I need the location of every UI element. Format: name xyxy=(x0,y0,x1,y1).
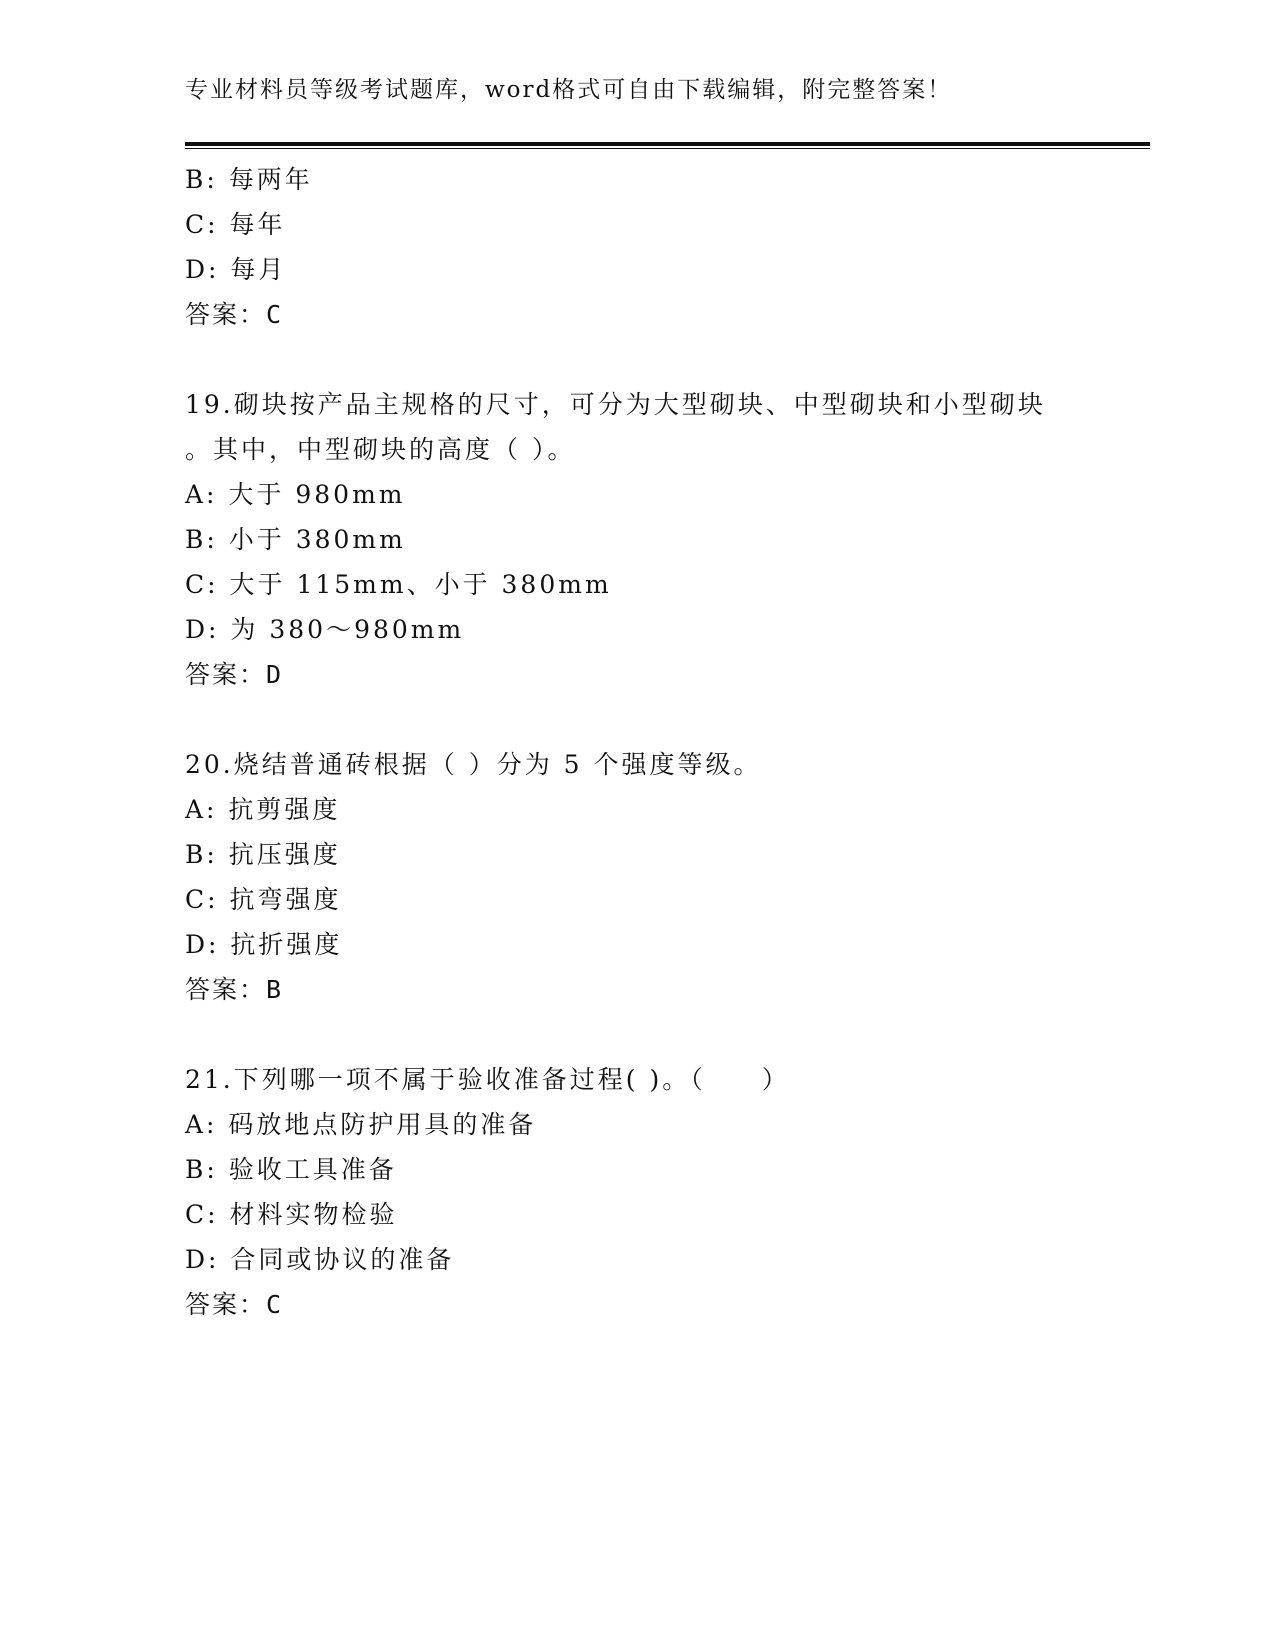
question-list xyxy=(185,157,1145,1327)
option-c: C: 抗弯强度 xyxy=(185,885,342,914)
option-b: B: 验收工具准备 xyxy=(185,1155,397,1184)
answer-line xyxy=(185,1282,1145,1327)
page-header: 专业材料员等级考试题库，word格式可自由下载编辑，附完整答案！ xyxy=(185,77,953,103)
question-gap xyxy=(185,337,1145,382)
answer-label: 答案： xyxy=(185,1290,267,1319)
question-21-block xyxy=(185,1057,1145,1327)
answer-value: B xyxy=(266,975,282,1004)
question-stem-line: 19.砌块按产品主规格的尺寸，可分为大型砌块、中型砌块和小型砌块 xyxy=(185,390,1046,419)
option-a: A: 抗剪强度 xyxy=(185,795,341,824)
option-b: B: 小于 380mm xyxy=(185,525,406,554)
answer-value: C xyxy=(266,300,282,329)
answer-value: D xyxy=(266,660,282,689)
answer-label: 答案： xyxy=(185,300,267,329)
option-b: B: 每两年 xyxy=(185,165,313,194)
option-d: D: 抗折强度 xyxy=(185,930,343,959)
question-gap xyxy=(185,1012,1145,1057)
answer-value: C xyxy=(266,1290,282,1319)
header-rule-thick xyxy=(185,142,1150,146)
answer-line xyxy=(185,292,1145,337)
answer-label: 答案： xyxy=(185,975,267,1004)
option-d: D: 为 380～980mm xyxy=(185,615,465,644)
option-c: C: 材料实物检验 xyxy=(185,1200,398,1229)
option-d: D: 每月 xyxy=(185,255,287,284)
answer-label: 答案： xyxy=(185,660,267,689)
header-rule-thin xyxy=(185,148,1150,149)
option-d: D: 合同或协议的准备 xyxy=(185,1245,455,1274)
option-c: C: 每年 xyxy=(185,210,286,239)
answer-line xyxy=(185,967,1145,1012)
question-20-block xyxy=(185,742,1145,1012)
question-gap xyxy=(185,697,1145,742)
answer-line xyxy=(185,652,1145,697)
question-stem-line: 20.烧结普通砖根据（ ）分为 5 个强度等级。 xyxy=(185,750,762,779)
partial-question-block xyxy=(185,157,1145,337)
option-a: A: 大于 980mm xyxy=(185,480,406,509)
question-stem-line: 。其中，中型砌块的高度（ ）。 xyxy=(185,435,576,464)
option-c: C: 大于 115mm、小于 380mm xyxy=(185,570,612,599)
question-19-block xyxy=(185,382,1145,697)
question-stem-line: 21.下列哪一项不属于验收准备过程( )。（ ） xyxy=(185,1065,790,1094)
option-a: A: 码放地点防护用具的准备 xyxy=(185,1110,537,1139)
option-b: B: 抗压强度 xyxy=(185,840,341,869)
